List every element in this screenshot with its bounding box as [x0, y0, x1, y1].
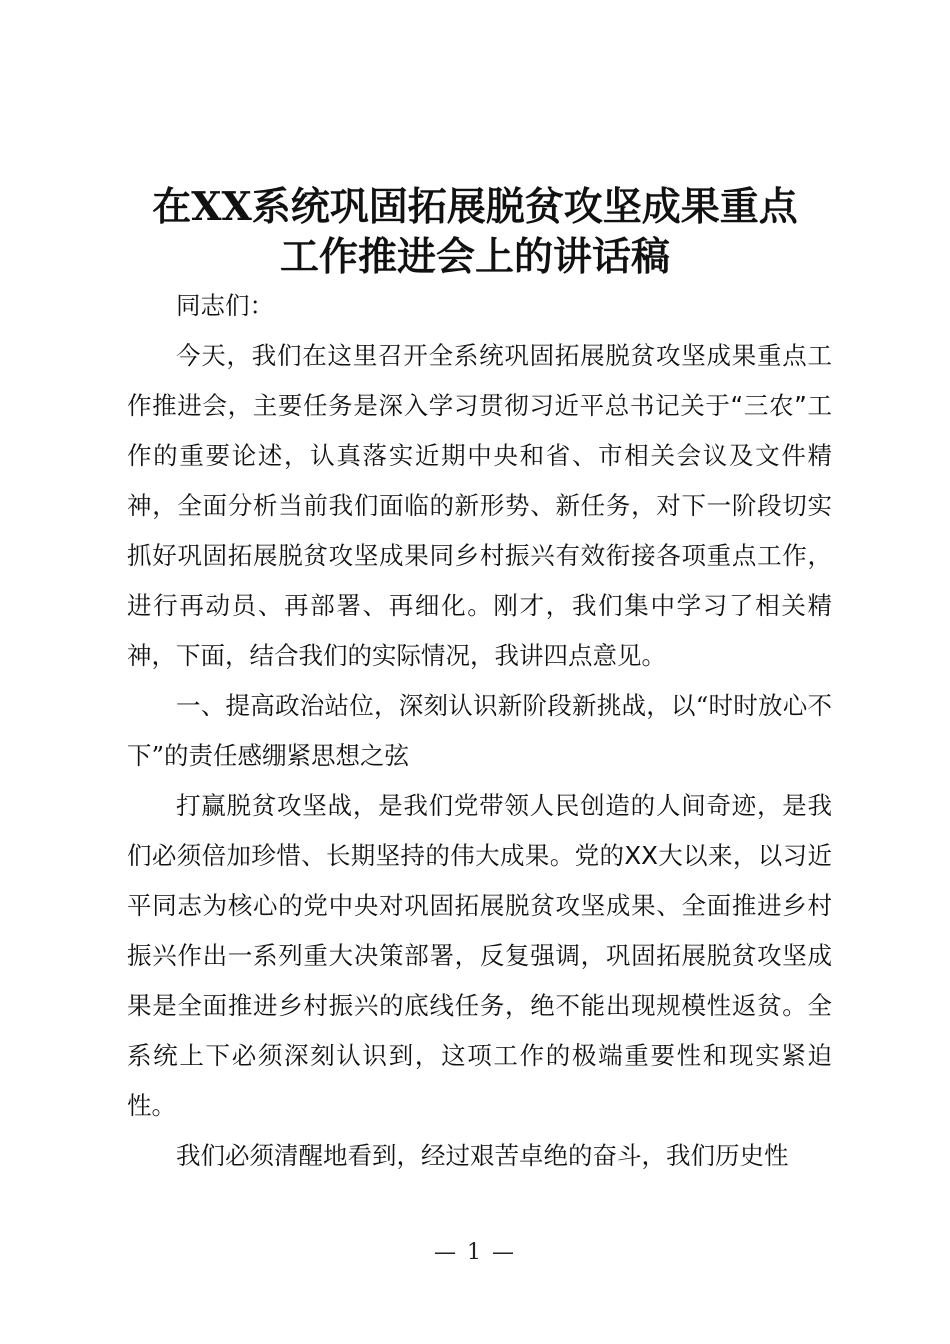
- document-title-line-1: 在XX系统巩固拓展脱贫攻坚成果重点: [152, 184, 798, 230]
- intro-paragraph: 今天，我们在这里召开全系统巩固拓展脱贫攻坚成果重点工作推进会，主要任务是深入学习贯彻习近平总书记关于“三农”工作的重要论述，认真落实近期中央和省、市相关会议及文件精神，全面分析当前我们面临的新形势、新任务，对下一阶段切实抓好巩固拓展脱贫攻坚成果同乡村振兴有效衔接各项重点工作，进行再动员、再部署、再细化。刚才，我们集中学习了相关精神，下面，结合我们的实际情况，我讲四点意见。: [127, 341, 832, 670]
- body-paragraph: 我们必须清醒地看到，经过艰苦卓绝的奋斗，我们历史性: [176, 1141, 789, 1170]
- section-heading-1: 一、提高政治站位，深刻认识新阶段新挑战，以“时时放心不下”的责任感绷紧思想之弦: [127, 691, 832, 770]
- salutation-paragraph: 同志们：: [176, 291, 274, 320]
- page-number: — 1 —: [434, 1240, 516, 1265]
- document-title-line-2: 工作推进会上的讲话稿: [279, 234, 670, 280]
- document-body: [127, 281, 832, 1181]
- body-paragraph: 打赢脱贫攻坚战，是我们党带领人民创造的人间奇迹，是我们必须倍加珍惜、长期坚持的伟大成果。党的XX大以来，以习近平同志为核心的党中央对巩固拓展脱贫攻坚成果、全面推进乡村振兴作出一系列重大决策部署，反复强调，巩固拓展脱贫攻坚成果是全面推进乡村振兴的底线任务，绝不能出现规模性返贫。全系统上下必须深刻认识到，这项工作的极端重要性和现实紧迫性。: [127, 791, 832, 1120]
